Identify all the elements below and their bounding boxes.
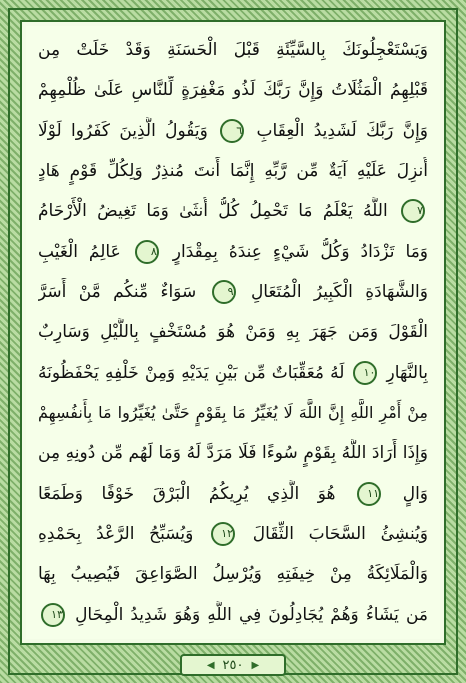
verse-text: مِنْ أَمْرِ اللَّهِ إِنَّ اللَّهَ لَا يُغَيِّرُ مَا بِقَوْمٍ حَتَّىٰ يُغَيِّرُوا مَا بِأَنفُسِهِمْ [38, 403, 428, 423]
verse-line [38, 117, 428, 145]
ayah-number-marker: ١٣ [41, 603, 65, 627]
verse-line [38, 480, 428, 508]
verse-line [38, 318, 428, 346]
verse-line [38, 157, 428, 185]
page-number: ٢٥٠ [222, 657, 244, 673]
verse-text: لَهُ مُعَقِّبَاتٌ مِّن بَيْنِ يَدَيْهِ وَمِنْ خَلْفِهِ يَحْفَظُونَهُ [38, 362, 345, 383]
verse-line [38, 520, 428, 548]
verse-line [38, 439, 428, 467]
quran-page [26, 26, 440, 639]
verse-text: وَيُسَبِّحُ الرَّعْدُ بِحَمْدِهِ [38, 524, 194, 545]
ayah-number-marker: ١٢ [211, 522, 235, 546]
verse-line [38, 238, 428, 266]
verse-text: وَيَقُولُ الَّذِينَ كَفَرُوا لَوْلَا [38, 120, 208, 141]
verse-text: أُنزِلَ عَلَيْهِ آيَةٌ مِّن رَّبِّهِ إِنَّمَا أَنتَ مُنذِرٌ وَلِكُلِّ قَوْمٍ هَادٍ [38, 161, 428, 182]
prev-arrow-icon[interactable]: ◀ [206, 659, 215, 671]
verse-line [38, 359, 428, 387]
verse-line [38, 601, 428, 629]
verse-text: وَمَا تَزْدَادُ وَكُلُّ شَيْءٍ عِندَهُ بِمِقْدَارٍ [172, 241, 428, 262]
ayah-number-marker: ٧ [401, 199, 425, 223]
verse-line [38, 197, 428, 225]
verse-text: اللَّهُ يَعْلَمُ مَا تَحْمِلُ كُلُّ أُنثَىٰ وَمَا تَغِيضُ الْأَرْحَامُ [38, 201, 388, 222]
verse-text: قَبْلِهِمُ الْمَثُلَاتُ وَإِنَّ رَبَّكَ لَذُو مَغْفِرَةٍ لِّلنَّاسِ عَلَىٰ ظُلْمِهِمْ [38, 80, 428, 101]
verse-line [38, 560, 428, 588]
verse-text: سَوَاءٌ مِّنكُم مَّنْ أَسَرَّ [38, 282, 197, 303]
ayah-number-marker: ٩ [212, 280, 236, 304]
verse-text: وَالٍ [402, 483, 428, 504]
verse-line [38, 278, 428, 306]
ayah-number-marker: ١٠ [353, 361, 377, 385]
next-arrow-icon[interactable]: ▶ [251, 659, 260, 671]
verse-text: وَالشَّهَادَةِ الْكَبِيرُ الْمُتَعَالِ [250, 282, 428, 303]
verse-text: مَن يَشَاءُ وَهُمْ يُجَادِلُونَ فِي اللَّهِ وَهُوَ شَدِيدُ الْمِحَالِ [75, 604, 428, 625]
verse-line [38, 76, 428, 104]
verse-text: وَإِنَّ رَبَّكَ لَشَدِيدُ الْعِقَابِ [256, 120, 428, 141]
ayah-number-marker: ٨ [135, 240, 159, 264]
text-lines [38, 36, 428, 629]
verse-line [38, 399, 428, 427]
verse-text: هُوَ الَّذِي يُرِيكُمُ الْبَرْقَ خَوْفًا وَطَمَعًا [38, 483, 336, 504]
verse-text: الْقَوْلَ وَمَن جَهَرَ بِهِ وَمَنْ هُوَ مُسْتَخْفٍ بِاللَّيْلِ وَسَارِبٌ [38, 322, 428, 343]
verse-text: بِالنَّهَارِ [386, 362, 428, 383]
page-footer [180, 654, 286, 676]
verse-line [38, 36, 428, 64]
ayah-number-marker: ١١ [357, 482, 381, 506]
verse-text: وَيُنشِئُ السَّحَابَ الثِّقَالَ [252, 524, 428, 545]
verse-text: وَيَسْتَعْجِلُونَكَ بِالسَّيِّئَةِ قَبْلَ الْحَسَنَةِ وَقَدْ خَلَتْ مِن [38, 40, 428, 60]
verse-text: عَالِمُ الْغَيْبِ [38, 241, 121, 262]
ayah-number-marker: ٦ [220, 119, 244, 143]
verse-text: وَإِذَا أَرَادَ اللَّهُ بِقَوْمٍ سُوءًا فَلَا مَرَدَّ لَهُ وَمَا لَهُم مِّن دُونِهِ مِن [38, 443, 428, 464]
verse-text: وَالْمَلَائِكَةُ مِنْ خِيفَتِهِ وَيُرْسِلُ الصَّوَاعِقَ فَيُصِيبُ بِهَا [38, 564, 428, 585]
